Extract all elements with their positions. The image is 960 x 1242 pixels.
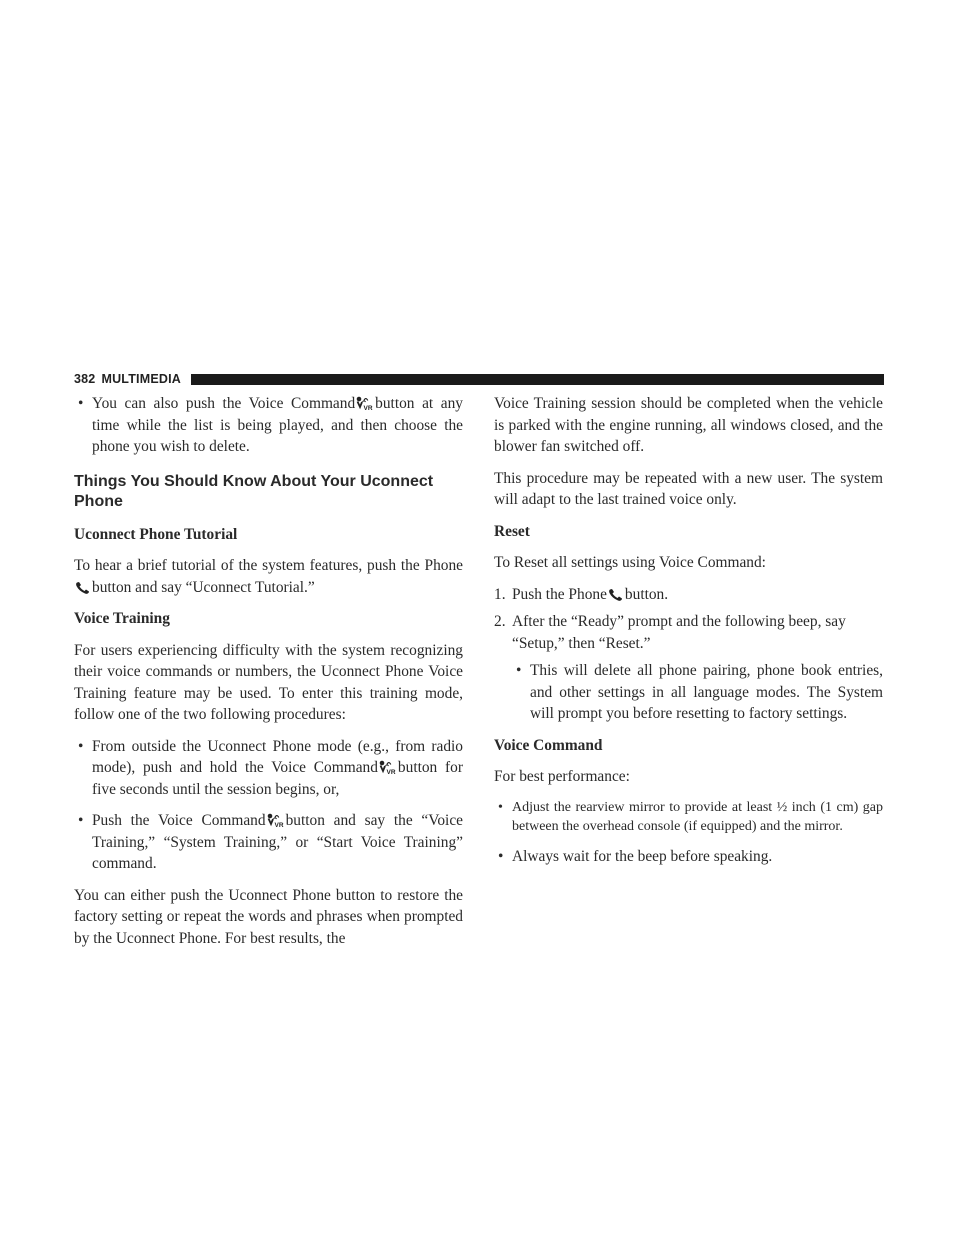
phone-icon bbox=[75, 581, 91, 595]
voice-command-icon bbox=[267, 813, 285, 828]
voice-command-intro: For best performance: bbox=[494, 768, 630, 785]
training-bullet-2: • Push the Voice Command VR button and say the “Voice Training,” “System Training,” or “Start Voice Training” command. bbox=[78, 812, 463, 872]
right-column bbox=[494, 393, 883, 877]
continuation-text: Voice Training session should be completed when the vehicle is parked with the engine running, all windows closed, and the blower fan switched off. bbox=[494, 395, 883, 455]
bullet-dot: • bbox=[78, 737, 84, 755]
bullet-dot: • bbox=[498, 799, 503, 815]
repeat-text: This procedure may be repeated with a new user. The system will adapt to the last trained voice only. bbox=[494, 469, 883, 508]
phone-icon bbox=[608, 588, 624, 602]
svg-text:VR: VR bbox=[363, 405, 373, 411]
svg-text:VR: VR bbox=[274, 822, 284, 828]
left-column bbox=[74, 393, 463, 959]
reset-step-2: 2. After the “Ready” prompt and the following beep, say “Setup,” then “Reset.” bbox=[494, 613, 846, 652]
bullet-dot: • bbox=[516, 662, 522, 679]
section-title: MULTIMEDIA bbox=[101, 372, 182, 386]
bullet-dot: • bbox=[78, 395, 84, 412]
header-rule bbox=[191, 374, 884, 385]
tutorial-text: To hear a brief tutorial of the system features, push the Phonebutton and say “Uconnect Tutorial.” bbox=[74, 557, 463, 596]
page-number: 382 bbox=[74, 372, 96, 386]
restore-text: You can either push the Uconnect Phone button to restore the factory setting or repeat the words and phrases when prompted by the Uconnect Phone. For best results, the bbox=[74, 886, 463, 947]
training-intro: For users experiencing difficulty with the system recognizing their voice commands or numbers, the Uconnect Phone Voice Training feature may be used. To enter this training mode, follow one of the two following procedures: bbox=[74, 641, 463, 723]
voice-command-icon bbox=[356, 396, 374, 411]
things-heading: Things You Should Know About Your Uconnect Phone bbox=[74, 472, 434, 510]
page-header bbox=[74, 371, 884, 387]
bullet-dot: • bbox=[78, 812, 84, 829]
reset-step-2-bullet: • This will delete all phone pairing, phone book entries, and other settings in all language modes. The System will prompt you before resetting to factory settings. bbox=[516, 662, 883, 722]
bullet-dot: • bbox=[498, 847, 504, 865]
reset-heading: Reset bbox=[494, 522, 530, 540]
training-bullet-1: • From outside the Uconnect Phone mode (e.g., from radio mode), push and hold the Voice Command VR button for five seconds until the session begins, or, bbox=[78, 737, 463, 798]
voice-command-bullet-1: • Adjust the rearview mirror to provide at least ½ inch (1 cm) gap between the overhead console (if equipped) and the mirror. bbox=[498, 799, 883, 834]
tutorial-heading: Uconnect Phone Tutorial bbox=[74, 525, 238, 543]
reset-intro: To Reset all settings using Voice Command: bbox=[494, 554, 766, 571]
bullet-delete-phone: • You can also push the Voice Command VR button at any time while the list is being played, and then choose the phone you wish to delete. bbox=[78, 395, 464, 455]
voice-command-bullet-2: • Always wait for the beep before speaking. bbox=[494, 846, 883, 868]
svg-text:VR: VR bbox=[386, 769, 396, 775]
reset-step-1: 1. Push the Phone button. bbox=[494, 585, 669, 603]
voice-command-heading: Voice Command bbox=[494, 736, 603, 754]
voice-command-icon bbox=[379, 760, 397, 775]
training-heading: Voice Training bbox=[74, 610, 170, 627]
